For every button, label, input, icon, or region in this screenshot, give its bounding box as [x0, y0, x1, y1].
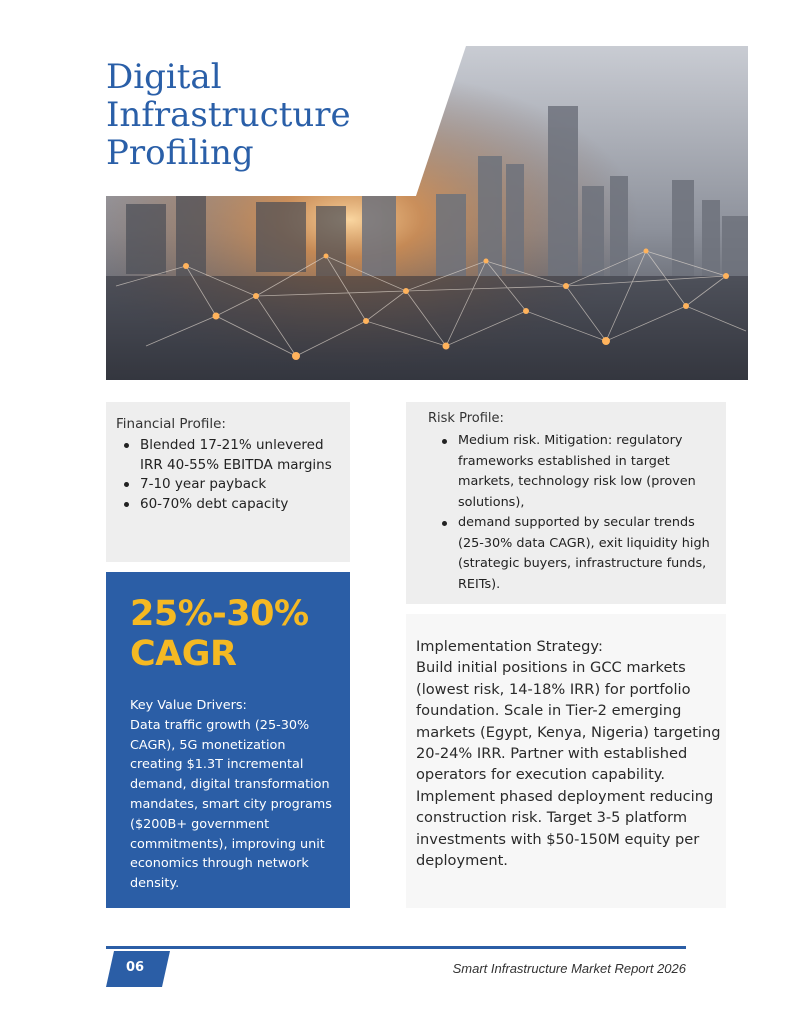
- key-value-drivers-text: Data traffic growth (25-30% CAGR), 5G monetization creating $1.3T incremental demand, digital transformation mandates, smart city programs ($200B+ government commitments), improving unit economics through network density.: [130, 717, 332, 892]
- page-title-line-2: Infrastructure: [106, 95, 351, 135]
- page-title-line-1: Digital: [106, 57, 222, 97]
- risk-profile-label: Risk Profile:: [428, 411, 504, 426]
- key-value-drivers: [130, 696, 342, 894]
- list-item: 60-70% debt capacity: [120, 495, 340, 515]
- risk-profile-list: [438, 431, 723, 595]
- page-number-badge: [106, 951, 170, 987]
- implementation-strategy-text: Build initial positions in GCC markets (lowest risk, 14-18% IRR) for portfolio foundation. Scale in Tier-2 emerging markets (Egypt, Kenya, Nigeria) targeting 20-24% IRR. Partner with established operators for execution capability. Implement phased deployment reducing construction risk. Target 3-5 platform investments with $50-150M equity per deployment.: [416, 659, 721, 870]
- footer-divider: [106, 946, 686, 949]
- page-number: 06: [126, 960, 145, 975]
- cagr-unit: CAGR: [130, 634, 237, 674]
- financial-profile-list: [120, 436, 340, 514]
- page-title-line-3: Profiling: [106, 133, 254, 173]
- implementation-strategy-label: Implementation Strategy:: [416, 638, 603, 655]
- risk-profile-panel: [406, 402, 726, 604]
- financial-profile-label: Financial Profile:: [116, 416, 226, 432]
- implementation-strategy: [416, 636, 721, 871]
- list-item: Medium risk. Mitigation: regulatory frameworks established in target markets, technology risk low (proven solutions),: [438, 431, 723, 513]
- financial-profile-panel: [106, 402, 350, 562]
- report-title: Smart Infrastructure Market Report 2026: [452, 961, 686, 976]
- cagr-value: 25%-30%: [130, 594, 309, 634]
- cagr-highlight-panel: [106, 572, 350, 908]
- cagr-heading: [130, 594, 309, 674]
- hero-image: [106, 46, 748, 380]
- list-item: demand supported by secular trends (25-30% data CAGR), exit liquidity high (strategic buyers, infrastructure funds, REITs).: [438, 513, 723, 595]
- list-item: Blended 17-21% unlevered IRR 40-55% EBITDA margins: [120, 436, 340, 475]
- implementation-strategy-panel: [406, 614, 726, 908]
- key-value-drivers-label: Key Value Drivers:: [130, 698, 247, 713]
- list-item: 7-10 year payback: [120, 475, 340, 495]
